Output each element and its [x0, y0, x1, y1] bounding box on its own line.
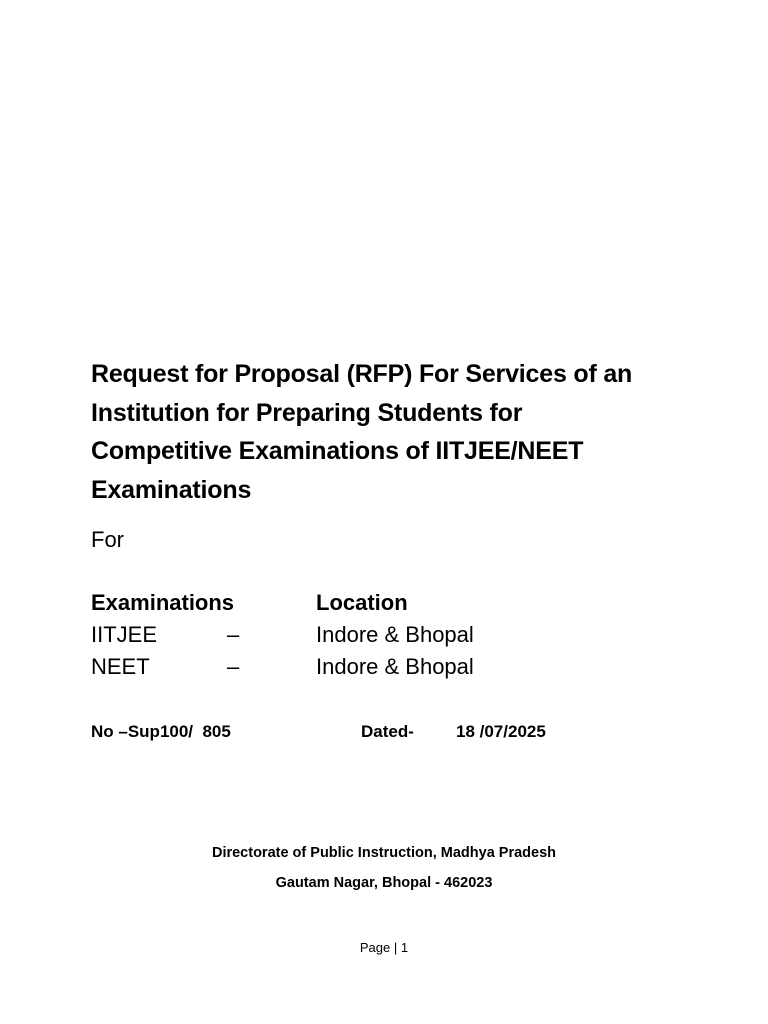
issuer-address: Gautam Nagar, Bhopal - 462023	[275, 875, 493, 891]
title-line-4: Examinations	[91, 475, 252, 504]
header-location: Location	[316, 590, 408, 615]
page-number: Page | 1	[359, 940, 409, 955]
table-row	[91, 654, 611, 686]
header-examinations: Examinations	[91, 590, 235, 615]
reference-date: 18 /07/2025	[456, 722, 546, 741]
title-line-3: Competitive Examinations of IITJEE/NEET	[91, 437, 584, 465]
table-row	[91, 622, 611, 654]
examinations-table	[91, 590, 611, 686]
reference-number: No –Sup100/ 805	[91, 722, 231, 741]
title-line-2: Institution for Preparing Students for	[91, 398, 523, 427]
exam-name: IITJEE	[91, 622, 158, 647]
issuer-department: Directorate of Public Instruction, Madhya Pradesh	[211, 845, 557, 861]
exam-dash: –	[227, 654, 240, 679]
for-label: For	[91, 527, 124, 552]
table-header-row	[91, 590, 611, 622]
dated-label: Dated-	[361, 722, 414, 741]
title-line-1: Request for Proposal (RFP) For Services of an	[91, 360, 633, 388]
exam-location: Indore & Bhopal	[316, 622, 474, 647]
exam-dash: –	[227, 622, 240, 647]
document-title	[91, 355, 691, 509]
exam-name: NEET	[91, 654, 150, 679]
exam-location: Indore & Bhopal	[316, 654, 474, 679]
